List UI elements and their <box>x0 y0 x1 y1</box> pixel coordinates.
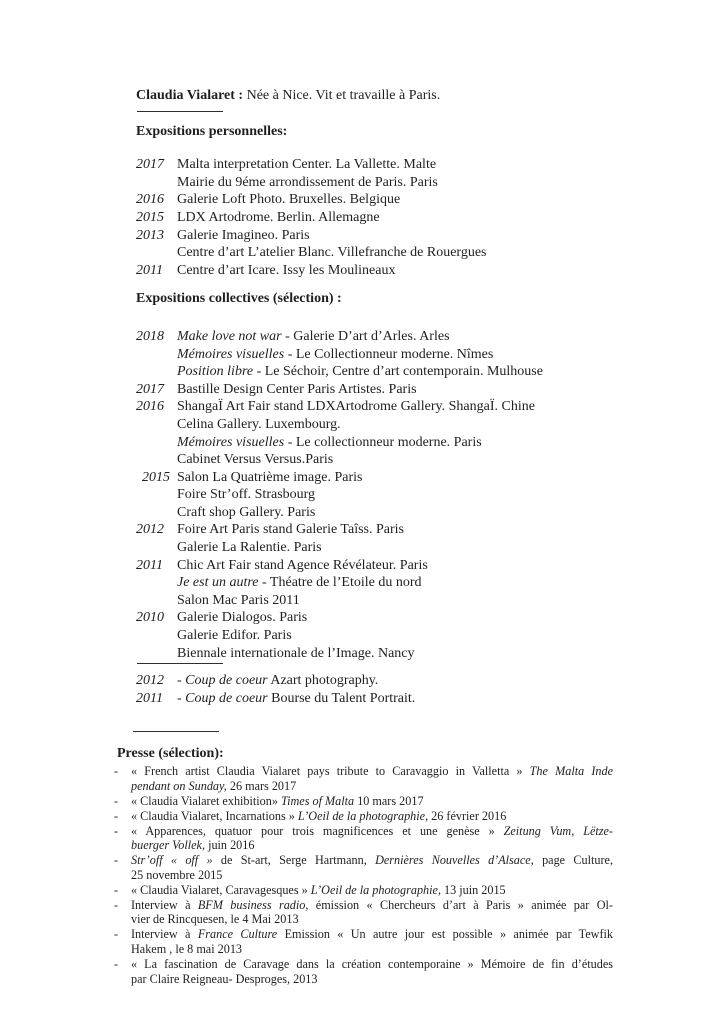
exhibition-row <box>136 469 724 487</box>
press-title: Presse (sélection): <box>117 746 224 762</box>
entry-text <box>177 645 724 663</box>
exhibition-row <box>136 521 724 539</box>
exhibition-row <box>136 434 724 452</box>
italic-text: Times of Malta <box>281 794 355 808</box>
year-label <box>136 363 177 381</box>
personal-exhibitions-list <box>136 156 724 279</box>
entry-text <box>177 398 724 416</box>
text: Craft shop Gallery. Paris <box>177 504 316 520</box>
press-item <box>114 897 613 928</box>
italic-text: Dernières Nouvelles d’Alsace <box>375 853 531 868</box>
divider-rule <box>133 731 219 732</box>
year-label <box>136 645 177 663</box>
year-label: 2011 <box>136 690 163 706</box>
bullet-dash: - <box>114 882 119 897</box>
year-label: 2011 <box>136 262 163 278</box>
entry-text <box>177 486 724 504</box>
bullet-dash: - <box>114 853 119 868</box>
text: vier de Rincquesen, le 4 Mai 2013 <box>131 912 299 927</box>
year-label <box>136 486 177 504</box>
italic-text: Make love not war <box>177 328 282 344</box>
italic-text: Zeitung Vum, Lëtze- <box>503 823 613 838</box>
entry-text <box>177 627 724 645</box>
exhibition-row <box>136 227 724 245</box>
press-line <box>131 942 613 957</box>
entry-text <box>177 539 724 557</box>
entry-text <box>177 262 724 280</box>
text: Galerie Dialogos. Paris <box>177 610 308 626</box>
text: « La fascination de Caravage dans la création contemporaine » Mémoire de fin d’études <box>131 956 613 971</box>
entry-text <box>177 227 724 245</box>
text: 26 mars 2017 <box>226 779 297 794</box>
press-line <box>114 927 614 942</box>
year-label <box>136 434 177 452</box>
entry-text <box>177 469 724 487</box>
italic-text: The Malta Inde <box>529 764 613 779</box>
press-line <box>114 808 613 824</box>
year-label: 2015 <box>142 469 170 485</box>
text: de St-art, Serge Hartmann, <box>212 853 376 868</box>
text: , émission « Chercheurs d’art à Paris » animée par Ol- <box>305 897 613 912</box>
text: Emission « Un autre jour est possible » animée par Tewfik <box>277 927 614 942</box>
text: Hakem , le 8 mai 2013 <box>131 941 243 956</box>
italic-text: Position libre <box>177 364 254 380</box>
artist-header <box>136 87 724 105</box>
text: , 26 février 2016 <box>425 808 507 823</box>
bullet-dash: - <box>114 927 119 942</box>
exhibition-row <box>136 451 724 469</box>
press-item <box>114 853 613 883</box>
exhibition-row <box>136 191 724 209</box>
exhibition-row <box>136 486 724 504</box>
exhibition-row <box>136 328 724 346</box>
press-section <box>114 746 613 986</box>
exhibition-row <box>136 262 724 280</box>
entry-text <box>177 244 724 262</box>
italic-text: Mémoires visuelles <box>177 434 285 450</box>
text: Interview à <box>131 897 198 912</box>
italic-text: L’Oeil de la photographie <box>297 808 426 823</box>
text: « Claudia Vialaret exhibition» <box>131 794 281 808</box>
year-label <box>136 244 177 262</box>
text: Salon Mac Paris 2011 <box>177 592 300 608</box>
entry-text <box>177 209 724 227</box>
press-line <box>114 956 613 972</box>
exhibition-row <box>136 398 724 416</box>
entry-text <box>177 328 724 346</box>
press-line <box>131 912 613 927</box>
italic-text: pendant on Sunday, <box>131 779 227 794</box>
italic-text: Je est un autre <box>177 575 259 591</box>
text: Salon La Quatrième image. Paris <box>177 469 363 485</box>
italic-text: Str’off « off » <box>131 853 213 868</box>
press-line <box>131 868 613 883</box>
press-line <box>131 838 613 853</box>
text: - <box>177 673 186 689</box>
bullet-dash: - <box>114 764 119 779</box>
exhibition-row <box>136 346 724 364</box>
entry-text <box>177 363 724 381</box>
text: LDX Artodrome. Berlin. Allemagne <box>177 209 380 225</box>
year-label <box>136 451 177 469</box>
italic-text: Coup de coeur <box>185 690 268 706</box>
entry-text <box>177 416 724 434</box>
text: Biennale internationale de l’Image. Nancy <box>177 645 415 661</box>
press-item <box>114 927 614 957</box>
press-line <box>114 823 613 839</box>
year-label <box>136 504 177 522</box>
exhibition-row <box>136 381 724 399</box>
text: Malta interpretation Center. La Vallette. Malte <box>177 157 437 173</box>
text: Foire Art Paris stand Galerie Taîss. Paris <box>177 522 405 538</box>
press-items <box>114 764 613 986</box>
text: Chic Art Fair stand Agence Révélateur. Paris <box>177 557 428 573</box>
entry-text <box>177 346 724 364</box>
artist-tagline: Née à Nice. Vit et travaille à Paris. <box>246 88 441 103</box>
press-item <box>114 794 613 809</box>
awards-list <box>136 672 724 707</box>
text: Interview à <box>131 927 198 942</box>
section-title-personal: Expositions personnelles: <box>136 123 288 139</box>
text: « Claudia Vialaret, Incarnations » <box>131 808 298 823</box>
exhibition-row <box>136 363 724 381</box>
entry-text <box>177 521 724 539</box>
year-label <box>136 174 177 192</box>
year-label: 2010 <box>136 610 164 626</box>
press-item <box>114 764 613 794</box>
press-line <box>114 882 613 898</box>
year-label: 2018 <box>136 328 164 344</box>
entry-text <box>177 672 724 690</box>
year-label <box>136 592 177 610</box>
year-label: 2011 <box>136 557 163 573</box>
press-item <box>114 882 613 898</box>
artist-name: Claudia Vialaret : <box>136 88 247 103</box>
text: Centre d’art Icare. Issy les Moulineaux <box>177 262 396 278</box>
bullet-dash: - <box>114 823 119 838</box>
press-line <box>114 794 613 809</box>
text: ShangaÏ Art Fair stand LDXArtodrome Gallery. ShangaÏ. Chine <box>177 399 535 415</box>
text: Centre d’art L’atelier Blanc. Villefranche de Rouergues <box>177 245 487 261</box>
exhibition-row <box>136 156 724 174</box>
italic-text: France Culture <box>197 927 278 942</box>
collective-exhibitions-list <box>136 328 724 662</box>
year-label: 2015 <box>136 209 164 225</box>
year-label: 2012 <box>136 522 164 538</box>
text: - Théatre de l’Etoile du nord <box>258 575 422 591</box>
text: Azart photography. <box>267 673 379 689</box>
press-item <box>114 808 613 824</box>
bullet-dash: - <box>114 956 119 971</box>
exhibition-row <box>136 539 724 557</box>
exhibition-row <box>136 504 724 522</box>
text: « Claudia Vialaret, Caravagesques » <box>131 882 311 897</box>
exhibition-row <box>136 557 724 575</box>
exhibition-row <box>136 416 724 434</box>
bullet-dash: - <box>114 794 119 808</box>
text: Mairie du 9éme arrondissement de Paris. Paris <box>177 174 438 190</box>
divider-rule <box>137 663 223 664</box>
text: Cabinet Versus Versus.Paris <box>177 452 334 468</box>
exhibition-row <box>136 609 724 627</box>
exhibition-row <box>136 574 724 592</box>
entry-text <box>177 504 724 522</box>
text: 25 novembre 2015 <box>131 867 223 882</box>
entry-text <box>177 191 724 209</box>
text: Bourse du Talent Portrait. <box>267 690 416 706</box>
entry-text <box>177 609 724 627</box>
italic-text: buerger Vollek <box>131 838 202 853</box>
exhibition-row <box>136 209 724 227</box>
year-label <box>136 346 177 364</box>
year-label: 2017 <box>136 381 164 397</box>
press-line <box>131 972 613 987</box>
year-label: 2012 <box>136 673 164 689</box>
text: Foire Str’off. Strasbourg <box>177 487 316 503</box>
italic-text: L’Oeil de la photographie <box>310 882 438 897</box>
entry-text <box>177 690 724 708</box>
text: , juin 2016 <box>201 838 255 853</box>
year-label <box>136 416 177 434</box>
press-item <box>114 823 613 854</box>
year-label <box>136 627 177 645</box>
exhibition-row <box>136 690 724 708</box>
text: Galerie Loft Photo. Bruxelles. Belgique <box>177 192 401 208</box>
entry-text <box>177 156 724 174</box>
exhibition-row <box>136 672 724 690</box>
year-label: 2016 <box>136 399 164 415</box>
year-label: 2017 <box>136 157 164 173</box>
entry-text <box>177 174 724 192</box>
year-label: 2016 <box>136 192 164 208</box>
text: Bastille Design Center Paris Artistes. Paris <box>177 381 417 397</box>
year-label <box>136 574 177 592</box>
text: Galerie Edifor. Paris <box>177 628 292 644</box>
year-label: 2013 <box>136 227 164 243</box>
text: Galerie La Ralentie. Paris <box>177 540 322 556</box>
text: « Apparences, quatuor pour trois magnificences et une genèse » <box>131 823 504 838</box>
bullet-dash: - <box>114 897 119 912</box>
year-label <box>136 539 177 557</box>
text: 10 mars 2017 <box>354 794 424 808</box>
divider-rule <box>137 111 223 112</box>
text: - <box>177 690 186 706</box>
text: - Le Collectionneur moderne. Nîmes <box>284 346 494 362</box>
press-line <box>114 764 613 779</box>
entry-text <box>177 434 724 452</box>
text: - Le collectionneur moderne. Paris <box>284 434 482 450</box>
press-item <box>114 956 613 987</box>
exhibition-row <box>136 645 724 663</box>
text: - Galerie D’art d’Arles. Arles <box>281 328 450 344</box>
exhibition-row <box>136 592 724 610</box>
text: , page Culture, <box>530 853 613 868</box>
entry-text <box>177 557 724 575</box>
text: « French artist Claudia Vialaret pays tribute to Caravaggio in Valletta » <box>131 764 530 779</box>
entry-text <box>177 574 724 592</box>
entry-text <box>177 381 724 399</box>
text: - Le Séchoir, Centre d’art contemporain. Mulhouse <box>253 364 543 380</box>
text: Celina Gallery. Luxembourg. <box>177 416 341 432</box>
exhibition-row <box>136 627 724 645</box>
press-line <box>114 853 613 868</box>
text: par Claire Reigneau- Desproges, 2013 <box>131 971 318 986</box>
entry-text <box>177 592 724 610</box>
entry-text <box>177 451 724 469</box>
bullet-dash: - <box>114 808 119 823</box>
italic-text: BFM business radio <box>197 897 306 912</box>
exhibition-row <box>136 174 724 192</box>
press-line <box>131 779 613 794</box>
italic-text: Mémoires visuelles <box>177 346 285 362</box>
exhibition-row <box>136 244 724 262</box>
text: Galerie Imagineo. Paris <box>177 227 310 243</box>
press-line <box>114 897 613 913</box>
text: , 13 juin 2015 <box>437 882 506 897</box>
italic-text: Coup de coeur <box>185 673 268 689</box>
section-title-collective: Expositions collectives (sélection) : <box>136 291 342 307</box>
